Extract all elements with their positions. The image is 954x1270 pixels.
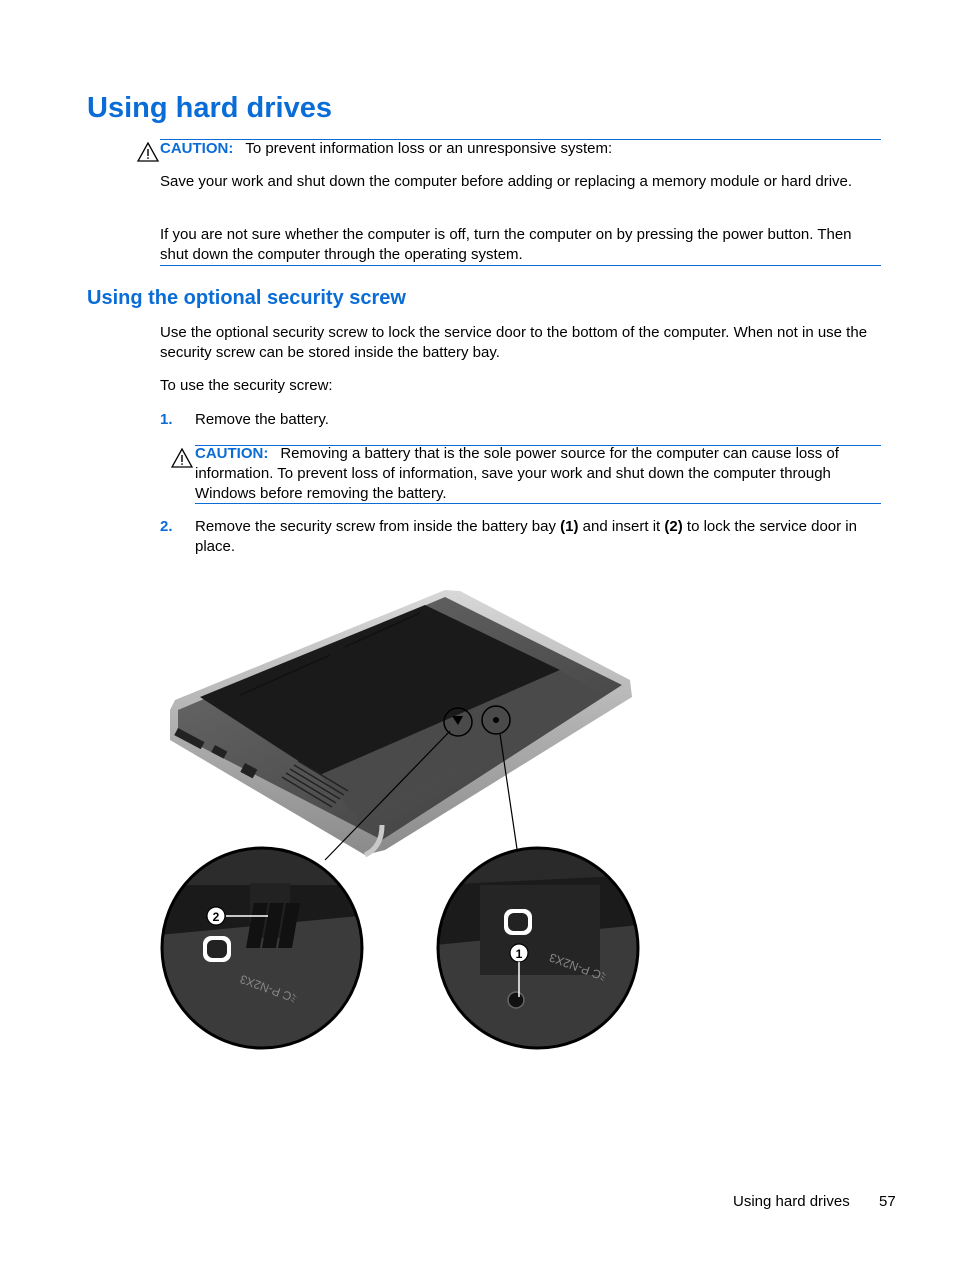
caution-message: Removing a battery that is the sole power source for the computer can cause loss of information. To prevent loss of information, save your work and shut down the computer through Windows before removing the battery. xyxy=(195,445,839,502)
caution-text xyxy=(195,444,879,504)
callout-reference: (1) xyxy=(560,518,579,535)
footer-page-number: 57 xyxy=(879,1193,896,1210)
step-text xyxy=(195,517,865,557)
step-text-part: Remove the security screw from inside the battery bay xyxy=(195,518,561,535)
callout-reference: (2) xyxy=(664,518,683,535)
page-title: Using hard drives xyxy=(87,92,332,124)
footer-section-title: Using hard drives xyxy=(733,1193,850,1210)
caution-message: To prevent information loss or an unresponsive system: xyxy=(245,140,613,157)
step-number: 2. xyxy=(160,518,173,535)
callout-1: 1 xyxy=(515,947,523,961)
caution-bottom-rule xyxy=(195,503,881,504)
step-text-part: to lock the service door in place. xyxy=(195,518,857,555)
step-number: 1. xyxy=(160,411,173,428)
caution-paragraph: Save your work and shut down the computer before adding or replacing a memory module or hard drive. xyxy=(160,173,853,190)
caution-bottom-rule xyxy=(160,265,881,266)
caution-label: CAUTION: xyxy=(160,140,234,157)
section-intro: Use the optional security screw to lock the service door to the bottom of the computer. When not in use the security screw can be stored inside the battery bay. xyxy=(160,324,868,361)
caution-text xyxy=(160,139,881,159)
step-text-part: and insert it xyxy=(578,518,665,535)
warning-icon xyxy=(137,142,159,162)
caution-label: CAUTION: xyxy=(195,445,269,462)
callout-2: 2 xyxy=(212,910,220,924)
part-label-left: ﾐC P-N2X3 xyxy=(238,971,300,1006)
section-lead: To use the security screw: xyxy=(160,377,333,394)
step-text: Remove the battery. xyxy=(195,411,329,428)
section-title: Using the optional security screw xyxy=(87,287,406,309)
part-label-right: ﾐC P-N2X3 xyxy=(547,950,609,985)
warning-icon xyxy=(171,448,193,468)
laptop-body xyxy=(170,590,632,855)
caution-paragraph: If you are not sure whether the computer is off, turn the computer on by pressing the power button. Then shut down the computer through the operating system. xyxy=(160,226,852,263)
laptop-security-screw-illustration xyxy=(160,585,640,1055)
